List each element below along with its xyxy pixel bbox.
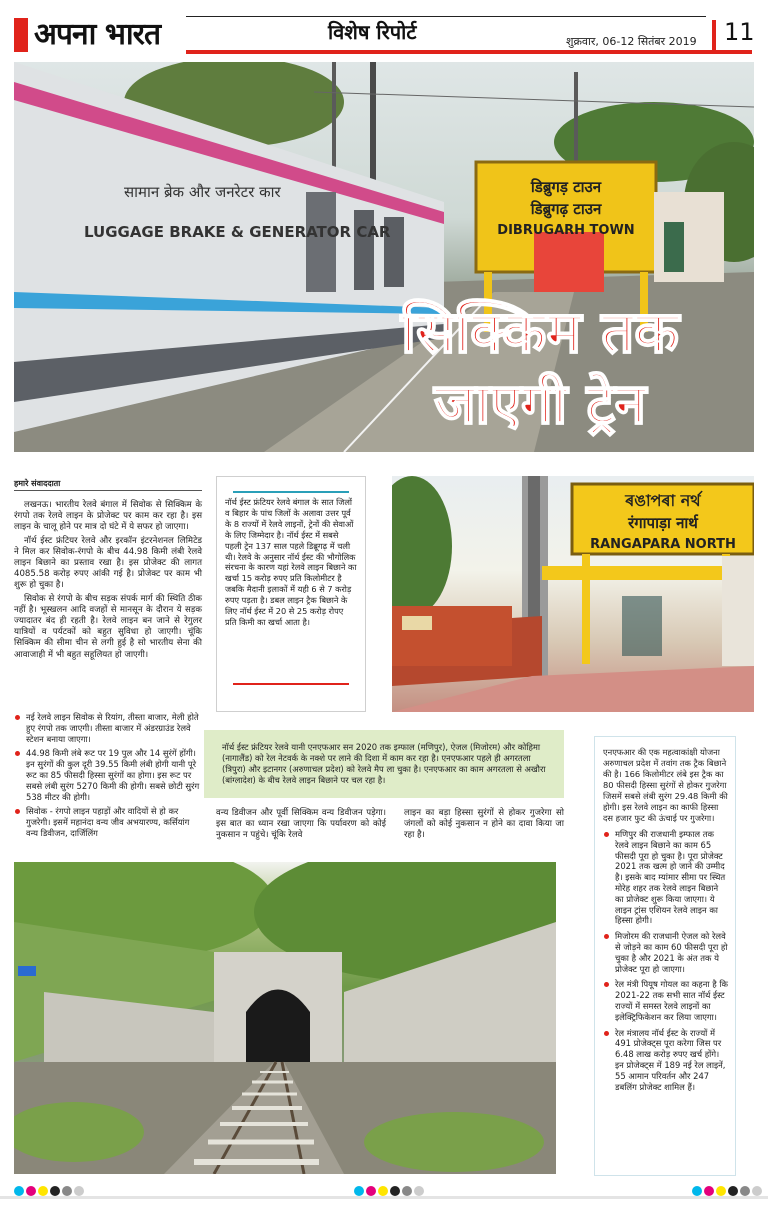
header-rule-red — [186, 50, 752, 54]
issue-date: शुक्रवार, 06-12 सितंबर 2019 — [566, 35, 697, 48]
article-paragraph: नॉर्थ ईस्ट फ्रंटियर रेलवे और इरकॉन इंटरनेशनल लिमिटेड ने मिल कर सिवोक-रंगपो के बीच 44.98 किमी लंबी रेलवे लाइन बिछाने का प्रस्ताव रखा है। इस प्रोजेक्ट की लागत 4085.58 करोड़ रुपए आंकी गई है। प्रोजेक्ट पर काम भी शुरू हो चुका है। — [14, 535, 202, 591]
registration-bar — [0, 1196, 768, 1199]
brand-title: अपना भारत — [34, 17, 161, 52]
mid-column-a: वन्य डिवीजन और पूर्वी सिक्किम वन्य डिवीजन पड़ेगा। इस बात का ध्यान रखा जाएगा कि पर्यावरण को कोई नुकसान न पहुंचे। चूंकि रेलवे — [216, 808, 386, 841]
green-box-text: नॉर्थ ईस्ट फ्रंटियर रेलवे यानी एनएफआर सन 2020 तक इम्फाल (मणिपुर), ऐजल (मिजोरम) और कोहिमा (नागालैंड) को रेल नेटवर्क के नक्शे पर लाने की दिशा में काम कर रहा है। एनएफआर पहले ही अगरतला (त्रिपुरा) और इटानगर (अरुणाचल प्रदेश) को रेलवे मैप ला चुका है। एनएफआर का काम अगरतला से अखौरा (बांग्लादेश) के बीच रेलवे लाइन बिछाने पर चल रहा है। — [222, 742, 546, 785]
bullet-item: सिवोक - रंगपो लाइन पहाड़ों और वादियों से हो कर गुजरेगी। इसमें महानंदा वन्य जीव अभयारण्य, कर्सियांग वन्य डिवीजन, दार्जिलिंग — [14, 806, 202, 838]
box-rule-bottom — [233, 683, 349, 685]
station-board-line3: DIBRUGARH TOWN — [497, 223, 635, 238]
bullet-item: 44.98 किमी लंबे रूट पर 19 पुल और 14 सुरंगें होंगी। इन सुरंगों की कुल दूरी 39.55 किमी लंबी होगी यानी पूरे रूट का 85 फीसदी हिस्सा सुरंगों का होगा। इस रूट पर सबसे लंबी सुरंग 5270 किमी की होगी। सबसे छोटी सुरंग 538 मीटर की होगी। — [14, 748, 202, 802]
hero-headline — [340, 296, 740, 440]
rangapara-station-photo — [392, 476, 754, 712]
tunnel-photo — [14, 862, 556, 1174]
info-box-projects — [594, 736, 736, 1176]
byline-rule — [14, 490, 202, 491]
info-box-text: नॉर्थ ईस्ट फ्रंटियर रेलवे बंगाल के सात जिलों व बिहार के पांच जिलों के अलावा उत्तर पूर्व के 8 राज्यों में रेलवे लाइनों, ट्रेनों की सेवाओं के लिए जिम्मेदार है। नॉर्थ ईस्ट में सबसे पहली ट्रेन 137 साल पहले डिब्रूगढ़ में चली थी। रेलवे के अनुसार नॉर्थ ईस्ट की भौगोलिक संरचना के कारण यहां रेलवे लाइन बिछाने का खर्चा 15 करोड़ रुपए प्रति किलोमीटर है जबकि मैदानी इलाकों में यही 6 से 7 करोड़ रुपए पड़ता है। डबल लाइन ट्रैक बिछाने के लिए नॉर्थ ईस्ट में 20 से 25 करोड़ रोपए प्रति किमी का खर्चा आता है। — [225, 497, 357, 627]
tunnel-photo-illustration — [14, 862, 556, 1174]
registration-marks-center — [354, 1186, 424, 1196]
article-paragraph: सिवोक से रंगपो के बीच सड़क संपर्क मार्ग की स्थिति ठीक नहीं है। भूस्खलन आदि वजहों से मानसून के दौरान ये सड़क ज्यादातर बंद ही रहती है। रेलवे लाइन बन जाने से रेगुलर यात्रियों व पर्यटकों को बहुत सुविधा हो जाएगी। चूंकि सिक्किम की सीमा चीन से लगी हुई है सो भारतीय सेना की आवाजाही में भी बहुत सहूलियत हो जाएगी। — [14, 593, 202, 660]
box-rule-top — [233, 491, 349, 493]
main-article-body — [14, 500, 202, 663]
left-bullet-list — [14, 712, 202, 843]
rangapara-board-line2: रंगापाड़ा नार्थ — [628, 514, 698, 532]
station-board-line2: डिब्रुगढ़ टाउन — [530, 200, 602, 218]
projects-box-content — [603, 747, 729, 1097]
registration-marks-right — [692, 1186, 762, 1196]
byline: हमारे संवाददाता — [14, 479, 61, 488]
bullet-item: मिजोरम की राजधानी ऐजल को रेलवे से जोड़ने का काम 60 फीसदी पूरा हो चुका है और 2021 के अंत तक ये प्रोजेक्ट पूरा हो जाएगा। — [603, 931, 729, 974]
bullet-item: रेल मंत्रालय नॉर्थ ईस्ट के राज्यों में 491 प्रोजेक्ट्स पूरा करेगा जिस पर 6.48 लाख करोड़ रुपए खर्च होंगे। इन प्रोजेक्ट्स में 189 नई रेल लाइनें, 55 आमान परिवर्तन और 247 डबलिंग प्रोजेक्ट शामिल हैं। — [603, 1028, 729, 1093]
info-box-nfr — [216, 476, 366, 712]
bullet-item: रेल मंत्री पियूष गोयल का कहना है कि 2021-22 तक सभी सात नॉर्थ ईस्ट राज्यों में समस्त रेलवे लाइनों का इलेक्ट्रिफिकेशन कर लिया जाएगा। — [603, 979, 729, 1022]
info-box-nfr-network — [204, 730, 564, 798]
mid-column-b: लाइन का बड़ा हिस्सा सुरंगों से होकर गुजरेगा सो जंगलों को कोई नुकसान न होने का दावा किया जा रहा है। — [404, 808, 564, 841]
article-paragraph: लखनऊ। भारतीय रेलवे बंगाल में सिवोक से सिक्किम के रंगपो तक रेलवे लाइन के प्रोजेक्ट पर काम कर रहा है। इस लाइन के चालू होने पर मात्र दो घंटे में ये सफर हो जाएगा। — [14, 500, 202, 533]
header-rule-top — [186, 16, 706, 17]
station-board-line1: डिब्रुगड़ टाउन — [530, 178, 602, 196]
section-title: विशेष रिपोर्ट — [328, 20, 417, 44]
registration-marks-left — [14, 1186, 84, 1196]
rangapara-board-line1: ৰঙাপৰা নৰ্থ — [625, 491, 701, 510]
hero-headline-line2: जाएगी ट्रेन — [434, 371, 646, 437]
hero-headline-line1: सिक्किम तक — [401, 298, 679, 366]
page-number: 11 — [724, 18, 755, 46]
header-divider — [712, 20, 716, 50]
bullet-item: मणिपुर की राजधानी इम्फाल तक रेलवे लाइन बिछाने का काम 65 फीसदी पूरा हो चुका है। पूरा प्रोजेक्ट 2021 तक खत्म हो जाने की उम्मीद है। इसके बाद म्यांमार सीमा पर स्थित मोरेह शहर तक रेलवे लाइन बिछाने का प्रोजेक्ट शुरू किया जाएगा। ये लाइन ट्रांस एशियन रेलवे लाइन का हिस्सा होगी। — [603, 829, 729, 926]
header-accent-block — [14, 18, 28, 52]
bullet-item: नई रेलवे लाइन सिवोक से रियांग, तीस्ता बाजार, मेली होते हुए रंगपो तक जाएगी। तीस्ता बाजार में अंडरग्राउंड रेलवे स्टेशन बनाया जाएगा। — [14, 712, 202, 744]
projects-intro: एनएफआर की एक महत्वाकांक्षी योजना अरुणाचल प्रदेश में तवांग तक ट्रैक बिछाने की है। 166 किलोमीटर लंबे इस ट्रैक का 80 फीसदी हिस्सा सुरंगों से होकर गुजरेगा जिसमें सबसे लंबी सुरंग 29.48 किमी की होगी। इस रेलवे लाइन का काफी हिस्सा दस हजार फुट की ऊंचाई पर गुजरेगा। — [603, 747, 728, 823]
coach-text-hindi: सामान ब्रेक और जनरेटर कार — [124, 183, 281, 201]
coach-text-english: LUGGAGE BRAKE & GENERATOR CAR — [84, 223, 391, 241]
rangapara-photo-illustration — [392, 476, 754, 712]
rangapara-board-line3: RANGAPARA NORTH — [590, 537, 736, 552]
